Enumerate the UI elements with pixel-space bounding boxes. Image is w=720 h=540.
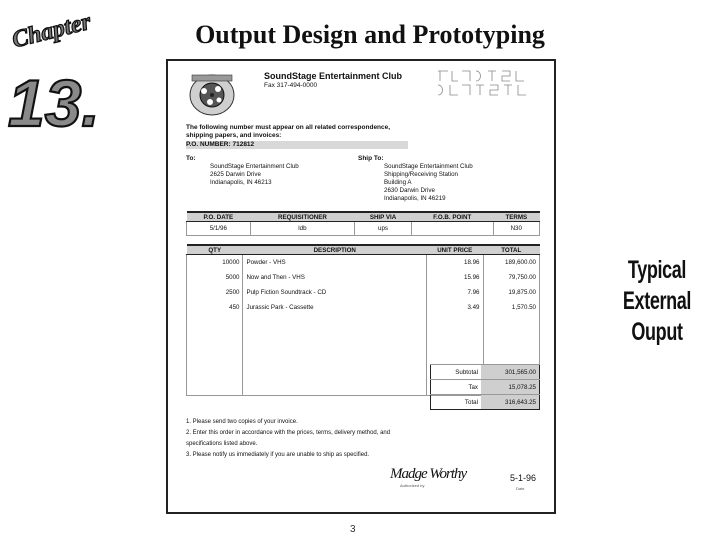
ship-to-label: Ship To: xyxy=(358,155,384,162)
page-number: 3 xyxy=(350,524,356,535)
order-info-header-row xyxy=(187,212,540,222)
subtotal-label: Subtotal xyxy=(431,365,482,380)
item-qty: 2500 xyxy=(187,285,243,300)
note-item: 2. Enter this order in accordance with the prices, terms, delivery method, and xyxy=(186,430,391,436)
item-description: Pulp Fiction Soundtrack - CD xyxy=(243,285,427,300)
note-item: specifications listed above. xyxy=(186,441,258,447)
header-qty: QTY xyxy=(187,245,243,255)
side-caption-line1: Typical External xyxy=(622,256,692,315)
slide-title: Output Design and Prototyping xyxy=(195,20,545,49)
table-row xyxy=(187,270,540,285)
total-value: 316,643.25 xyxy=(481,395,540,410)
header-description: DESCRIPTION xyxy=(243,245,427,255)
chapter-13-logo xyxy=(4,4,114,134)
po-date-value: 5/1/96 xyxy=(187,222,251,236)
item-total: 79,750.00 xyxy=(483,270,540,285)
item-unit-price: 7.96 xyxy=(427,285,483,300)
item-total: 1,570.50 xyxy=(483,300,540,315)
totals-table xyxy=(430,364,540,410)
tax-value: 15,078.25 xyxy=(481,380,540,395)
ship-to-address-line: SoundStage Entertainment Club xyxy=(384,163,473,170)
item-unit-price: 15.96 xyxy=(427,270,483,285)
purchase-order-heading-graphic xyxy=(436,67,532,97)
subtotal-value: 301,565.00 xyxy=(481,365,540,380)
company-fax: Fax 317-494-0000 xyxy=(264,82,318,89)
order-info-row xyxy=(187,222,540,236)
notice-line-2: shipping papers, and invoices: xyxy=(186,132,282,139)
ship-to-address-line: Indianapolis, IN 46219 xyxy=(384,195,446,202)
ship-via-value: ups xyxy=(355,222,412,236)
header-fob-point: F.O.B. POINT xyxy=(411,212,493,222)
to-address xyxy=(210,163,299,187)
header-total: TOTAL xyxy=(483,245,540,255)
side-caption xyxy=(610,255,704,348)
header-ship-via: SHIP VIA xyxy=(355,212,412,222)
item-description: Jurassic Park - Cassette xyxy=(243,300,427,315)
total-row xyxy=(431,395,540,410)
terms-value: N30 xyxy=(493,222,539,236)
item-description: Powder - VHS xyxy=(243,255,427,271)
tax-row xyxy=(431,380,540,395)
note-item: 3. Please notify us immediately if you are unable to ship as specified. xyxy=(186,452,370,458)
po-number: P.O. NUMBER: 712812 xyxy=(186,141,408,149)
item-qty: 5000 xyxy=(187,270,243,285)
purchase-order-document xyxy=(166,59,556,514)
order-info-table xyxy=(186,211,540,236)
item-qty: 10000 xyxy=(187,255,243,271)
to-address-line: Indianapolis, IN 46213 xyxy=(210,179,272,186)
line-items-header-row xyxy=(187,245,540,255)
to-label: To: xyxy=(186,155,196,162)
item-unit-price: 18.96 xyxy=(427,255,483,271)
ship-to-address xyxy=(384,163,473,203)
company-name: SoundStage Entertainment Club xyxy=(264,71,403,81)
note-item: 1. Please send two copies of your invoice. xyxy=(186,419,298,425)
item-unit-price: 3.49 xyxy=(427,300,483,315)
subtotal-row xyxy=(431,365,540,380)
ship-to-address-line: 2630 Darwin Drive xyxy=(384,187,435,194)
fob-point-value xyxy=(411,222,493,236)
notice-line-1: The following number must appear on all related correspondence, xyxy=(186,124,391,131)
order-notes xyxy=(186,417,446,461)
side-caption-line2: Ouput xyxy=(631,318,683,346)
header-terms: TERMS xyxy=(493,212,539,222)
item-qty: 450 xyxy=(187,300,243,315)
item-total: 19,875.00 xyxy=(483,285,540,300)
ship-to-address-line: Building A xyxy=(384,179,412,186)
chapter-number: 13. xyxy=(8,66,100,134)
table-row xyxy=(187,285,540,300)
table-row xyxy=(187,255,540,271)
requisitioner-value: ldb xyxy=(250,222,355,236)
to-address-line: SoundStage Entertainment Club xyxy=(210,163,299,170)
table-row xyxy=(187,300,540,315)
tax-label: Tax xyxy=(431,380,482,395)
chapter-word: Chapter xyxy=(9,8,94,54)
signature-caption: Authorized by xyxy=(400,483,425,488)
item-description: Now and Then - VHS xyxy=(243,270,427,285)
item-total: 189,600.00 xyxy=(483,255,540,271)
header-unit-price: UNIT PRICE xyxy=(427,245,483,255)
to-address-line: 2625 Darwin Drive xyxy=(210,171,261,178)
film-reel-logo-icon xyxy=(184,69,240,117)
total-label: Total xyxy=(431,395,482,410)
header-po-date: P.O. DATE xyxy=(187,212,251,222)
signature-date: 5-1-96 xyxy=(510,473,537,483)
date-caption: Date xyxy=(516,486,525,491)
ship-to-address-line: Shipping/Receiving Station xyxy=(384,171,458,178)
correspondence-notice xyxy=(186,124,426,140)
header-requisitioner: REQUISITIONER xyxy=(250,212,355,222)
signature: Madge Worthy xyxy=(390,466,467,482)
